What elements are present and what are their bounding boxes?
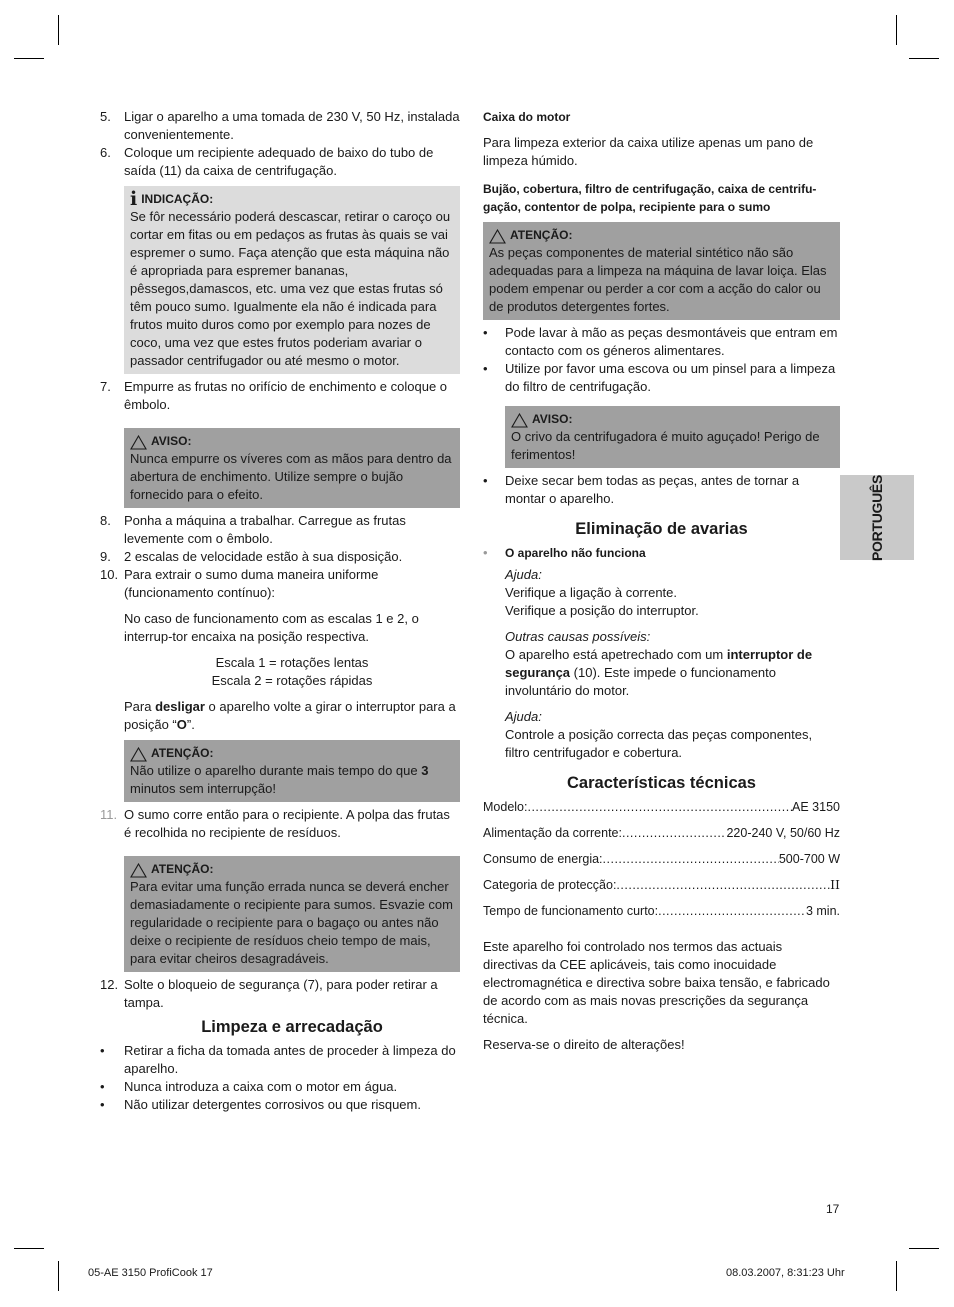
step-text: Empurre as frutas no orifício de enchimento e coloque o êmbolo.	[124, 379, 448, 412]
bullet: •	[483, 361, 488, 376]
bullet: •	[100, 1097, 105, 1112]
crop-mark	[14, 58, 44, 59]
list-item	[100, 548, 460, 566]
bullet-text: Deixe secar bem todas as peças, antes de tornar a montar o aparelho.	[505, 473, 800, 506]
warning-icon	[489, 229, 506, 244]
warning-icon	[130, 747, 147, 762]
step-text: Ponha a máquina a trabalhar. Carregue as frutas levemente com o êmbolo.	[124, 513, 406, 546]
help-line: Verifique a posição do interruptor.	[505, 603, 699, 618]
warning-icon	[130, 863, 147, 878]
bullet-item	[483, 472, 840, 508]
bullet-item	[483, 360, 840, 396]
footer-timestamp: 08.03.2007, 8:31:23 Uhr	[726, 1267, 845, 1279]
step-text: Ligar o aparelho a uma tomada de 230 V, 50 Hz, instalada convenientemente.	[124, 109, 460, 142]
note-box	[124, 186, 460, 374]
switch-off-text: Para desligar o aparelho volte a girar o interruptor para a posição “O”.	[124, 699, 456, 732]
scale-line: Escala 2 = rotações rápidas	[211, 673, 373, 688]
motor-text: Para limpeza exterior da caixa utilize apenas um pano de limpeza húmido.	[483, 135, 814, 168]
bullet-text: Utilize por favor uma escova ou um pinsel para a limpeza do filtro de centrifugação.	[505, 361, 836, 394]
step-text: Para extrair o sumo duma maneira uniforme (funcionamento contínuo):	[124, 567, 379, 600]
step-detail: No caso de funcionamento com as escalas 1 e 2, o interrup-tor encaixa na posição respectiva.	[124, 611, 419, 644]
warning-icon	[511, 413, 528, 428]
help-text: Controle a posição correcta das peças componentes, filtro centrifugador e cobertura.	[505, 727, 813, 760]
spec-row	[483, 876, 840, 902]
attention-title: ATENÇÃO:	[510, 228, 573, 242]
attention-text: Para evitar uma função errada nunca se deverá encher demasiadamente o recipiente para sumos. Esvazie com regularidade o recipiente para o bagaço ou antes não deixe o recipiente de resíduos cheio tempo de mais, para evitar cheiros desagradáveis.	[130, 879, 453, 966]
step-number: 7.	[100, 379, 111, 394]
step-number: 9.	[100, 549, 111, 564]
help-label: Ajuda:	[505, 567, 542, 582]
attention-text: As peças componentes de material sintético não são adequadas para a limpeza na máquina de lavar loiça. Elas podem empenar ou perder a cor com a acção do calor ou de produtos detergentes fortes.	[489, 245, 827, 314]
compliance-text: Este aparelho foi controlado nos termos das actuais directivas da CEE aplicáveis, tais como inocuidade electromagnética e directiva sobre baixa tensão, e fabricado de acordo com as mais novas prescrições da segurança técnica.	[483, 939, 830, 1026]
note-title-row	[130, 190, 454, 208]
step-text: Coloque um recipiente adequado de baixo do tubo de saída (11) da caixa de centrifugação.	[124, 145, 434, 178]
note-title: INDICAÇÃO:	[141, 192, 214, 206]
attention-title-row	[130, 860, 454, 878]
step-number: 5.	[100, 109, 111, 124]
attention-title: ATENÇÃO:	[151, 862, 214, 876]
scale-line: Escala 1 = rotações lentas	[215, 655, 369, 670]
footer-file-info: 05-AE 3150 ProfiCook 17	[88, 1267, 213, 1279]
bullet-item	[100, 1042, 460, 1078]
attention-text: Não utilize o aparelho durante mais tempo do que 3 minutos sem interrupção!	[130, 763, 429, 796]
other-causes-label: Outras causas possíveis:	[505, 629, 651, 644]
list-item	[100, 512, 460, 548]
crop-mark	[909, 58, 939, 59]
attention-title: ATENÇÃO:	[151, 746, 214, 760]
step-number: 11.	[100, 807, 118, 822]
bullet: •	[100, 1043, 105, 1058]
warning-box	[124, 428, 460, 508]
warning-title-row	[511, 410, 834, 428]
step-number: 6.	[100, 145, 111, 160]
bullet-item	[483, 324, 840, 360]
left-column	[100, 108, 460, 1114]
problem-item	[483, 544, 840, 562]
help-line: Verifique a ligação à corrente.	[505, 585, 677, 600]
reserve-text: Reserva-se o direito de alterações!	[483, 1037, 685, 1052]
attention-box	[124, 740, 460, 802]
bullet-text: Não utilizar detergentes corrosivos ou que risquem.	[124, 1097, 421, 1112]
list-item	[100, 976, 460, 1012]
right-column	[483, 108, 840, 1054]
step-text: Solte o bloqueio de segurança (7), para poder retirar a tampa.	[124, 977, 438, 1010]
bullet-item	[100, 1096, 460, 1114]
bullet: •	[483, 325, 488, 340]
attention-box	[483, 222, 840, 320]
trouble-heading: Eliminação de avarias	[575, 520, 748, 538]
attention-title-row	[130, 744, 454, 762]
spec-label: Categoria de protecção:	[483, 878, 617, 892]
help-label: Ajuda:	[505, 709, 542, 724]
info-icon: i	[130, 188, 138, 210]
spec-value: AE 3150	[792, 800, 840, 814]
bullet: •	[100, 1079, 105, 1094]
spec-label: Consumo de energia:	[483, 852, 603, 866]
spec-row	[483, 824, 840, 850]
step-number: 10.	[100, 567, 119, 582]
other-causes-text: O aparelho está apetrechado com um interruptor de segurança (10). Este impede o funcionamento involuntário do motor.	[505, 647, 813, 698]
list-item	[100, 144, 460, 180]
crop-mark	[58, 15, 59, 45]
spec-row	[483, 850, 840, 876]
list-item	[100, 806, 460, 842]
bullet: •	[483, 473, 488, 488]
step-text: O sumo corre então para o recipiente. A polpa das frutas é recolhida no recipiente de resíduos.	[124, 807, 450, 840]
bullet-item	[100, 1078, 460, 1096]
step-text: 2 escalas de velocidade estão à sua disposição.	[124, 549, 403, 564]
step-number: 12.	[100, 977, 119, 992]
spec-value: II	[830, 877, 840, 892]
warning-box	[505, 406, 840, 468]
bullet-text: Nunca introduza a caixa com o motor em água.	[124, 1079, 398, 1094]
spec-value: 220-240 V, 50/60 Hz	[726, 826, 840, 840]
crop-mark	[896, 1261, 897, 1291]
parts-heading: Bujão, cobertura, filtro de centrifugação, caixa de centrifu-gação, contentor de polpa, recipiente para o sumo	[483, 182, 817, 214]
bullet: •	[483, 545, 488, 560]
problem-text: O aparelho não funciona	[505, 546, 646, 560]
attention-title-row	[489, 226, 834, 244]
list-item	[100, 378, 460, 414]
crop-mark	[14, 1248, 44, 1249]
spec-label: Modelo:	[483, 800, 528, 814]
bullet-text: Pode lavar à mão as peças desmontáveis que entram em contacto com os géneros alimentares.	[505, 325, 838, 358]
bullet-text: Retirar a ficha da tomada antes de proceder à limpeza do aparelho.	[124, 1043, 456, 1076]
spec-label: Tempo de funcionamento curto:	[483, 904, 659, 918]
crop-mark	[58, 1261, 59, 1291]
cleaning-heading: Limpeza e arrecadação	[201, 1018, 383, 1036]
language-tab	[840, 475, 914, 560]
warning-title-row	[130, 432, 454, 450]
crop-mark	[909, 1248, 939, 1249]
spec-label: Alimentação da corrente:	[483, 826, 622, 840]
warning-title: AVISO:	[532, 412, 573, 426]
warning-title: AVISO:	[151, 434, 192, 448]
language-tab-label: PORTUGUÊS	[869, 474, 885, 561]
attention-box	[124, 856, 460, 972]
list-item	[100, 566, 460, 602]
motor-heading: Caixa do motor	[483, 110, 571, 124]
warning-text: Nunca empurre os víveres com as mãos para dentro da abertura de enchimento. Utilize sempre o bujão fornecido para o efeito.	[130, 451, 452, 502]
spec-value: 3 min.	[805, 904, 840, 918]
step-number: 8.	[100, 513, 111, 528]
warning-text: O crivo da centrifugadora é muito aguçado! Perigo de ferimentos!	[511, 429, 820, 462]
spec-row	[483, 902, 840, 928]
crop-mark	[896, 15, 897, 45]
spec-row	[483, 798, 840, 824]
warning-icon	[130, 435, 147, 450]
spec-value: 500-700 W	[778, 852, 840, 866]
list-item	[100, 108, 460, 144]
specs-heading: Características técnicas	[567, 774, 756, 792]
note-text: Se fôr necessário poderá descascar, retirar o caroço ou cortar em fitas ou em pedaços as frutas às quais se vai espremer o sumo. Faça atenção que esta máquina não é apropriada para espremer bananas, pêssegos,damascos, etc. uma vez que estas frutas só têm pouco sumo. Igualmente ela não é indicada para frutos muito duros como por exemplo para nozes de coco, uma vez que estes frutos poderiam avariar o passador centrifugador ou até mesmo o motor.	[130, 209, 451, 368]
page-number: 17	[826, 1202, 840, 1216]
